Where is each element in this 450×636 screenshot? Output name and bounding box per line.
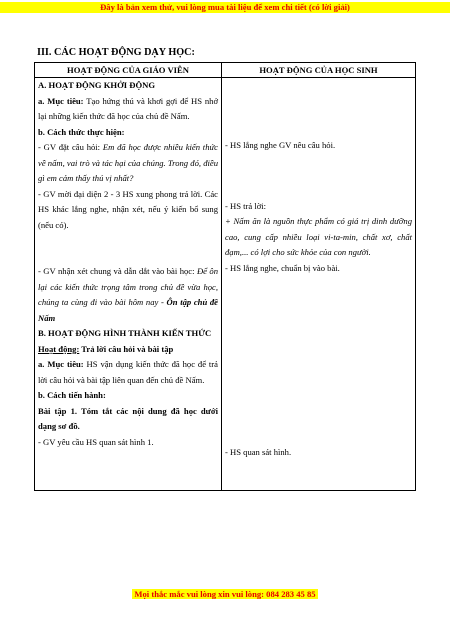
student-answer: + Nấm ăn là nguồn thực phẩm có giá trị dinh dưỡng cao, cung cấp nhiều loại vi-ta-min, chất xơ, chất đạm,... có lợi cho sức khỏe của con người. [225,216,412,257]
activity-b-goal-text: HS vận dụng kiến thức đã học để trả lời câu hỏi và bài tập liên quan đến chủ đề Nấm. [38,359,218,385]
activity-a-goal-text: Tạo hứng thú và khơi gợi để HS nhớ lại những kiến thức đã học của chủ đề Nấm. [38,95,219,121]
spacer [225,78,412,93]
teacher-observe-instruction: - GV yêu cầu HS quan sát hình 1. [38,436,154,447]
exercise-1: Bài tập 1. Tóm tắt các nội dung đã học dưới dạng sơ đồ. [38,405,218,431]
spacer [225,123,412,138]
contact-footer [0,589,450,600]
spacer [225,169,412,184]
spacer [38,450,218,490]
activity-a-goal-label: a. Mục tiêu: [38,95,84,106]
activity-b-method-label: b. Cách tiến hành: [38,390,106,400]
preview-banner [0,2,450,13]
activity-b-title: B. HOẠT ĐỘNG HÌNH THÀNH KIẾN THỨC [38,328,212,338]
activity-a-question-text: Em đã học được nhiều kiến thức về nấm, vai trò và tác hại của chúng. Trong đó, điều gì em cảm thấy thú vị nhất? [38,142,218,183]
teacher-activities-cell [35,78,222,491]
section-heading: III. CÁC HOẠT ĐỘNG DẠY HỌC: [37,47,195,58]
table-header-row [35,63,416,78]
student-observe: - HS quan sát hình. [225,447,292,457]
spacer [225,108,412,123]
spacer [38,233,218,264]
teacher-column-header: HOẠT ĐỘNG CỦA GIÁO VIÊN [35,63,222,78]
activity-a-conclude [38,264,218,326]
spacer [225,154,412,169]
activity-a-question [38,140,218,187]
activities-table [34,62,416,491]
activity-a-goal [38,94,218,125]
activity-b-activity-text: Trả lời câu hỏi và bài tập [79,343,174,354]
student-listen-question: - HS lắng nghe GV nêu câu hỏi. [225,140,336,150]
activity-b-activity-label: Hoạt động: [38,343,80,354]
spacer [225,276,412,353]
spacer [225,93,412,108]
activity-a-method-label: b. Cách thức thực hiện: [38,126,125,137]
activity-a-conclude-lead: - GV nhận xét chung và dẫn dắt vào bài học: [38,266,197,276]
spacer [225,353,412,430]
preview-banner-text: Đây là bản xem thử, vui lòng mua tài liệu để xem chi tiết (có lời giải) [100,2,350,12]
student-activities-cell [222,78,416,491]
activity-a-lesson-title: Ôn tập chủ đề Nấm [38,297,218,323]
activity-a-invite: - GV mời đại diện 2 - 3 HS xung phong trả lời. Các HS khác lắng nghe, nhận xét, nếu ý kiến bổ sung (nếu có). [38,188,218,230]
table-row [35,78,416,491]
contact-footer-text: Mọi thắc mắc vui lòng xin vui lòng: 084 283 45 85 [134,589,316,599]
student-listen-prepare: - HS lắng nghe, chuẩn bị vào bài. [225,262,340,273]
spacer [225,430,412,445]
activity-b-activity [38,342,218,358]
student-column-header: HOẠT ĐỘNG CỦA HỌC SINH [222,63,416,78]
activity-b-goal-label: a. Mục tiêu: [38,359,84,369]
activity-b-goal [38,357,218,388]
student-answer-lead: - HS trả lời: [225,200,267,211]
activity-a-title: A. HOẠT ĐỘNG KHỞI ĐỘNG [38,80,156,90]
activity-a-question-lead: - GV đặt câu hỏi: [38,142,103,152]
activity-a-conclude-text: Để ôn lại các kiến thức trọng tâm trong chủ đề vừa học, chúng ta cùng đi vào bài hôm nay - [38,266,218,307]
spacer [225,184,412,199]
